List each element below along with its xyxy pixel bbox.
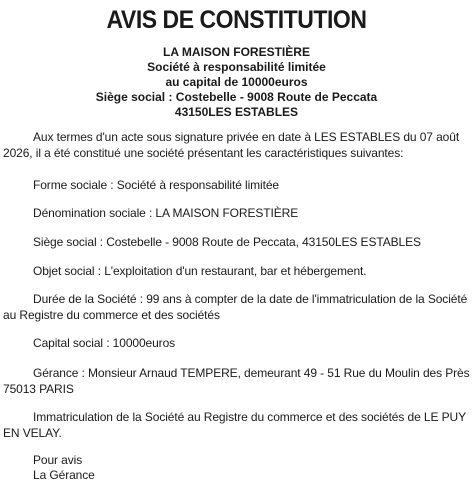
forme-sociale: Forme sociale : Société à responsabilité limitée <box>33 178 279 192</box>
intro-paragraph: Aux termes d'un acte sous signature privée en date à LES ESTABLES du 07 août 2026, il a été constitué une société présentant les caractéristiques suivantes: <box>3 130 460 160</box>
company-name: LA MAISON FORESTIÈRE <box>163 45 310 59</box>
denomination-sociale: Dénomination sociale : LA MAISON FORESTIÈRE <box>33 206 299 220</box>
company-header <box>60 45 413 120</box>
company-capital: au capital de 10000euros <box>165 75 308 89</box>
company-postcode: 43150LES ESTABLES <box>174 105 299 119</box>
company-legal-form: Société à responsabilité limitée <box>147 60 326 74</box>
capital-social: Capital social : 10000euros <box>33 336 176 350</box>
notice-title: AVIS DE CONSTITUTION <box>106 6 367 34</box>
gerance-paragraph: Gérance : Monsieur Arnaud TEMPERE, demeurant 49 - 51 Rue du Moulin des Près 75013 PARIS <box>3 366 470 396</box>
signature: La Gérance <box>33 468 95 482</box>
objet-social: Objet social : L'exploitation d'un restaurant, bar et hébergement. <box>33 264 367 278</box>
siege-social: Siège social : Costebelle - 9008 Route de Peccata, 43150LES ESTABLES <box>33 235 421 249</box>
pour-avis: Pour avis <box>33 453 83 467</box>
duree-paragraph: Durée de la Société : 99 ans à compter de la date de l'immatriculation de la Société au Registre du commerce et des sociétés <box>3 292 468 322</box>
company-address: Siège social : Costebelle - 9008 Route de Peccata <box>95 90 378 104</box>
immatriculation-paragraph: Immatriculation de la Société au Registre du commerce et des sociétés de LE PUY EN VELAY. <box>3 410 466 440</box>
